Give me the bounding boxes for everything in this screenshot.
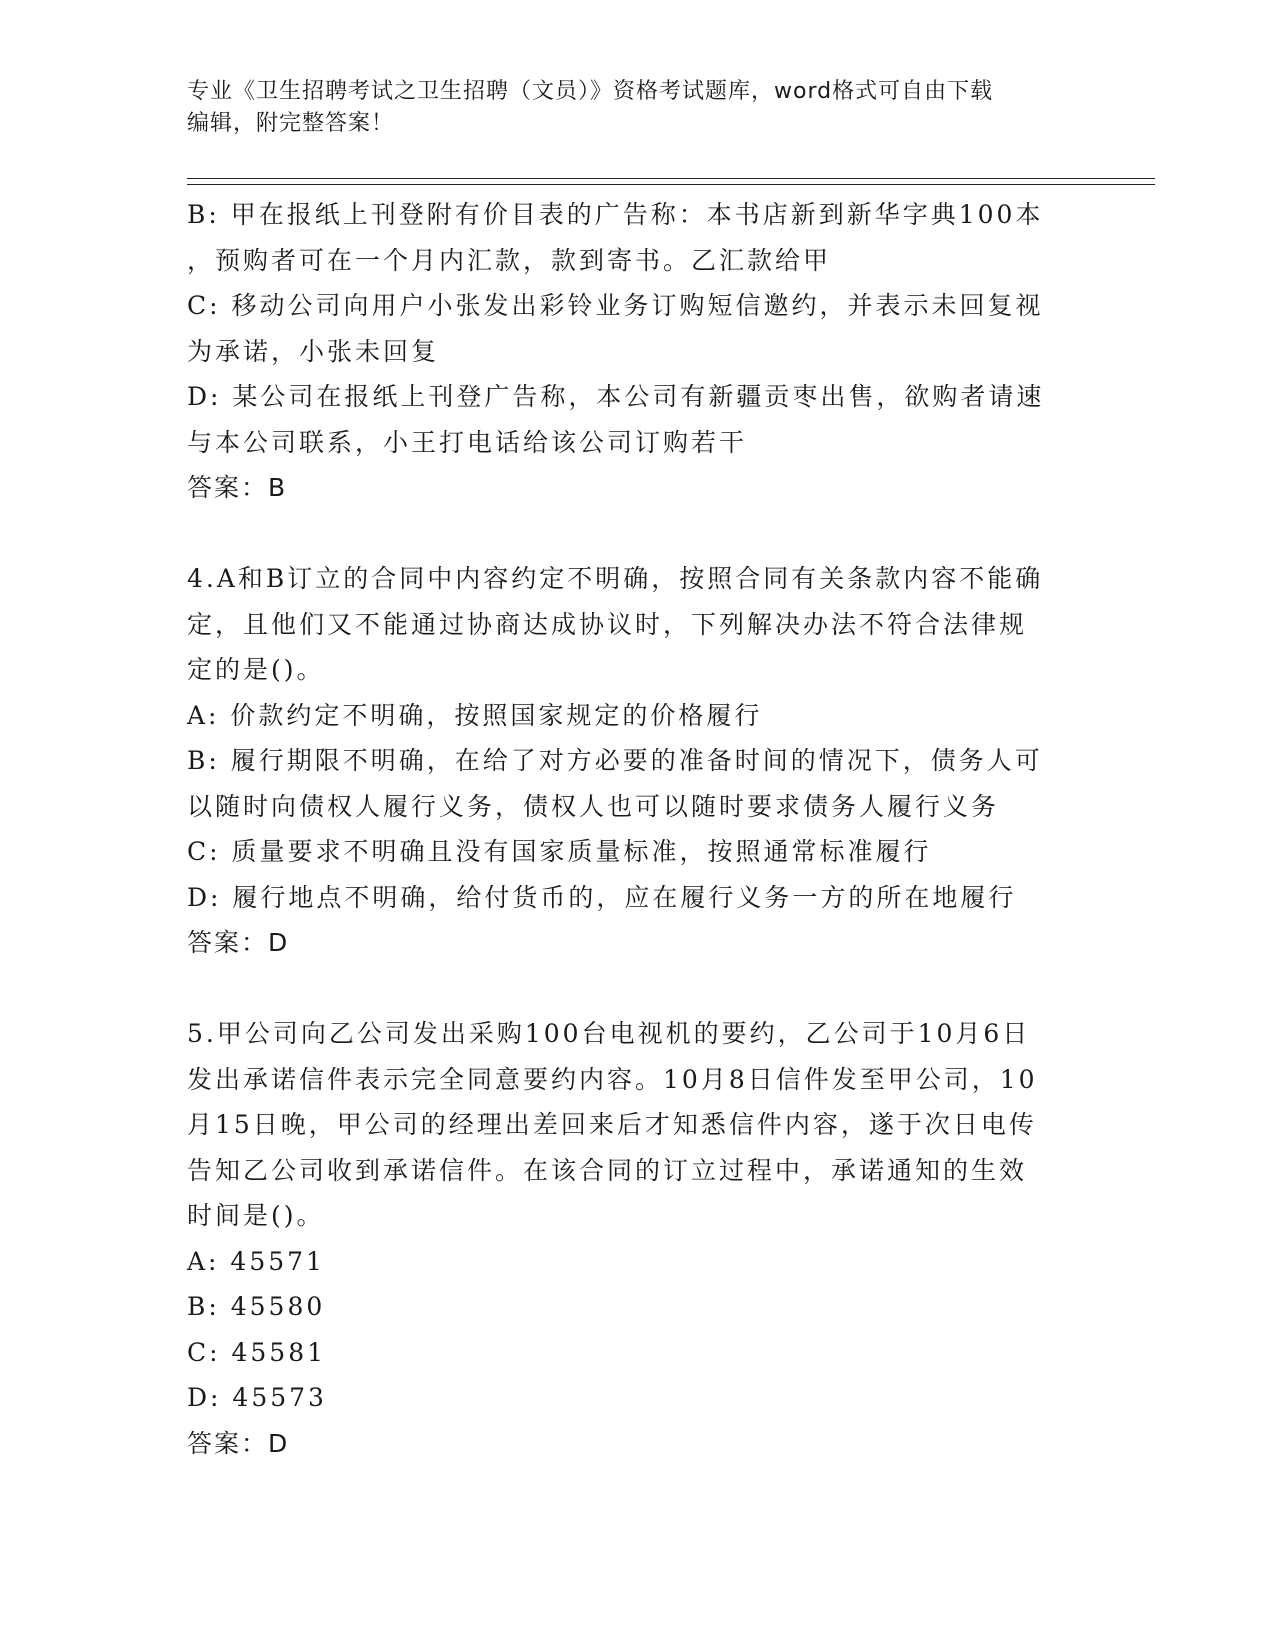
header-line-1: 专业《卫生招聘考试之卫生招聘（文员）》资格考试题库，word格式可自由下载 [187,79,994,104]
q4-option-a: A: 价款约定不明确，按照国家规定的价格履行 [187,700,763,730]
q4-option-c: C: 质量要求不明确且没有国家质量标准，按照通常标准履行 [187,837,932,866]
q3-option-b-line-1: B: 甲在报纸上刊登附有价目表的广告称：本书店新到新华字典100本 [187,200,1044,229]
question-spacer [187,966,1087,1012]
q3-option-c-line-2: 为承诺，小张未回复 [187,336,440,366]
q5-option-c: C: 45581 [187,1337,327,1367]
q5-option-b: B: 45580 [187,1292,326,1321]
header-divider [187,178,1155,185]
q4-stem-line-2: 定，且他们又不能通过协商达成协议时，下列解决办法不符合法律规 [187,609,1028,639]
q3-option-c-line-1: C: 移动公司向用户小张发出彩铃业务订购短信邀约，并表示未回复视 [187,291,1044,320]
q4-stem-line-3: 定的是()。 [187,655,325,684]
q5-stem-line-4: 告知乙公司收到承诺信件。在该合同的订立过程中，承诺通知的生效 [187,1155,1028,1185]
q3-option-d-line-2: 与本公司联系，小王打电话给该公司订购若干 [187,427,748,457]
q5-stem-line-5: 时间是()。 [187,1201,325,1230]
q5-stem-line-3: 月15日晚，甲公司的经理出差回来后才知悉信件内容，遂于次日电传 [187,1110,1037,1139]
q4-option-b-line-1: B: 履行期限不明确，在给了对方必要的准备时间的情况下，债务人可 [187,746,1043,775]
q3-option-d-line-1: D: 某公司在报纸上刊登广告称，本公司有新疆贡枣出售，欲购者请速 [187,382,1045,411]
q3-answer: 答案：B [187,473,288,502]
q4-answer: 答案：D [187,928,290,957]
q4-option-b-line-2: 以随时向债权人履行义务，债权人也可以随时要求债务人履行义务 [187,791,1000,821]
question-spacer [187,511,1087,557]
header-line-2: 编辑，附完整答案！ [187,111,395,136]
question-content [187,192,1087,1466]
q5-stem-line-1: 5.甲公司向乙公司发出采购100台电视机的要约，乙公司于10月6日 [187,1019,1031,1048]
q5-option-a: A: 45571 [187,1246,325,1276]
q5-stem-line-2: 发出承诺信件表示完全同意要约内容。10月8日信件发至甲公司，10 [187,1064,1038,1094]
q3-option-b-line-2: ，预购者可在一个月内汇款，款到寄书。乙汇款给甲 [187,245,832,275]
document-header [187,76,1067,140]
q5-option-d: D: 45573 [187,1383,327,1412]
q5-answer: 答案：D [187,1428,290,1458]
q4-stem-line-1: 4.A和B订立的合同中内容约定不明确，按照合同有关条款内容不能确 [187,564,1044,593]
q4-option-d: D: 履行地点不明确，给付货币的，应在履行义务一方的所在地履行 [187,882,1017,912]
